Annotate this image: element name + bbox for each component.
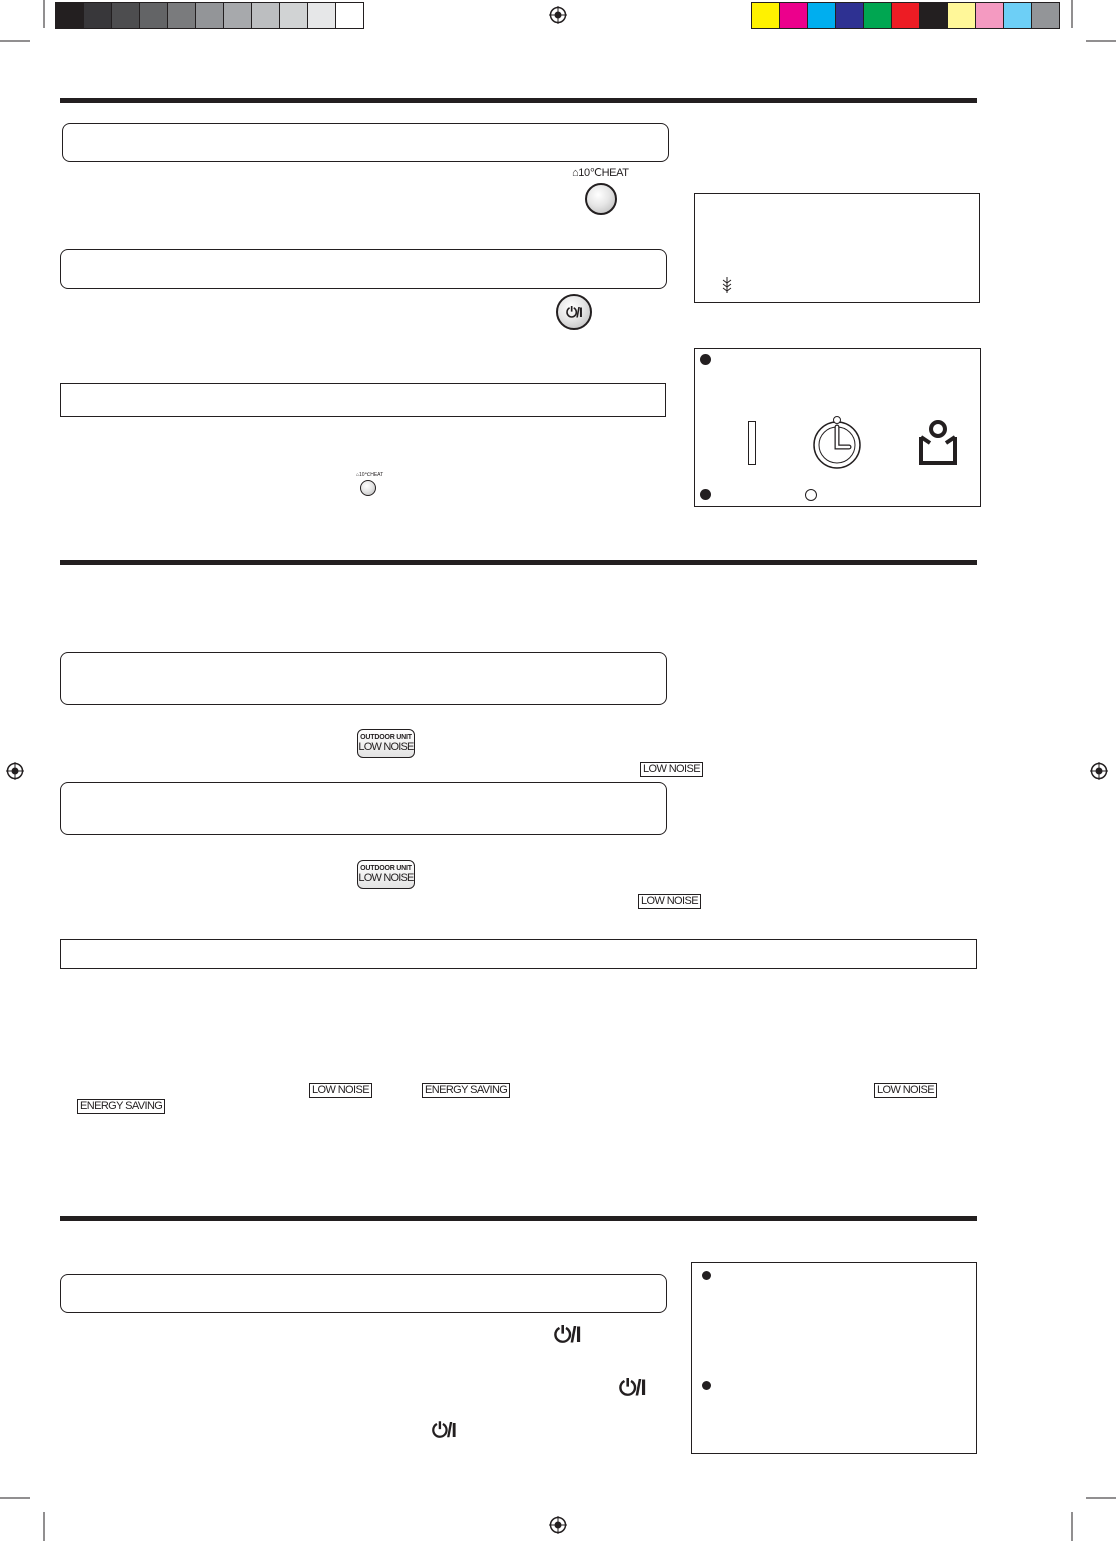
bullet-3 <box>702 1271 711 1280</box>
small-heat-button-group <box>354 472 390 500</box>
section2-step2-box <box>60 782 667 835</box>
note-low-noise-2: LOW NOISE <box>874 1083 937 1098</box>
power-icon: ⏻/I <box>566 303 582 320</box>
section1-top-rule <box>60 98 977 103</box>
heat-button-group <box>572 166 632 216</box>
heat-button-label: ⌂10℃HEAT <box>572 167 629 179</box>
note-low-noise-1: LOW NOISE <box>309 1083 372 1098</box>
outdoor-button-top-label: OUTDOOR UNIT <box>360 734 412 741</box>
bullet-1 <box>700 354 711 365</box>
power-symbol-1: ⏻/I <box>554 1322 581 1347</box>
section1-step1-box <box>62 123 669 162</box>
section2-step1-box <box>60 652 667 705</box>
section1-note-box <box>60 383 666 417</box>
section3-top-rule <box>60 1216 977 1221</box>
section2-note-box <box>60 939 977 969</box>
indicator-box <box>694 348 981 507</box>
power-symbol-3: ⏻/I <box>432 1420 456 1442</box>
indicator-lamp-bar <box>748 421 756 465</box>
bullet-4 <box>702 1381 711 1390</box>
power-symbol-2: ⏻/I <box>619 1375 646 1400</box>
house-icon-small: ⌂ <box>356 472 360 478</box>
airflow-icon <box>721 276 733 294</box>
section3-note-box <box>691 1262 977 1454</box>
house-icon: ⌂ <box>572 167 579 179</box>
heat-button[interactable] <box>585 183 617 215</box>
open-circle-icon <box>805 489 817 501</box>
outdoor-button-bottom-label: LOW NOISE <box>358 741 414 753</box>
outdoor-low-noise-button-2[interactable] <box>357 860 415 889</box>
section2-top-rule <box>60 560 977 565</box>
bullet-2 <box>700 489 711 500</box>
house-thermo-icon <box>917 419 959 467</box>
outdoor-button2-top-label: OUTDOOR UNIT <box>360 865 412 872</box>
low-noise-indicator-2: LOW NOISE <box>638 894 701 909</box>
note-energy-saving-2: ENERGY SAVING <box>77 1099 165 1114</box>
timer-power-icon <box>809 415 865 471</box>
outdoor-low-noise-button-1[interactable] <box>357 729 415 758</box>
display-box <box>694 193 980 303</box>
small-heat-button-label: ⌂10℃HEAT <box>356 472 384 478</box>
power-button[interactable] <box>556 294 592 330</box>
outdoor-button2-bottom-label: LOW NOISE <box>358 872 414 884</box>
low-noise-indicator-1: LOW NOISE <box>640 762 703 777</box>
note-energy-saving-1: ENERGY SAVING <box>422 1083 510 1098</box>
small-heat-button[interactable] <box>360 480 376 496</box>
section1-step2-box <box>60 249 667 289</box>
section3-step1-box <box>60 1274 667 1313</box>
